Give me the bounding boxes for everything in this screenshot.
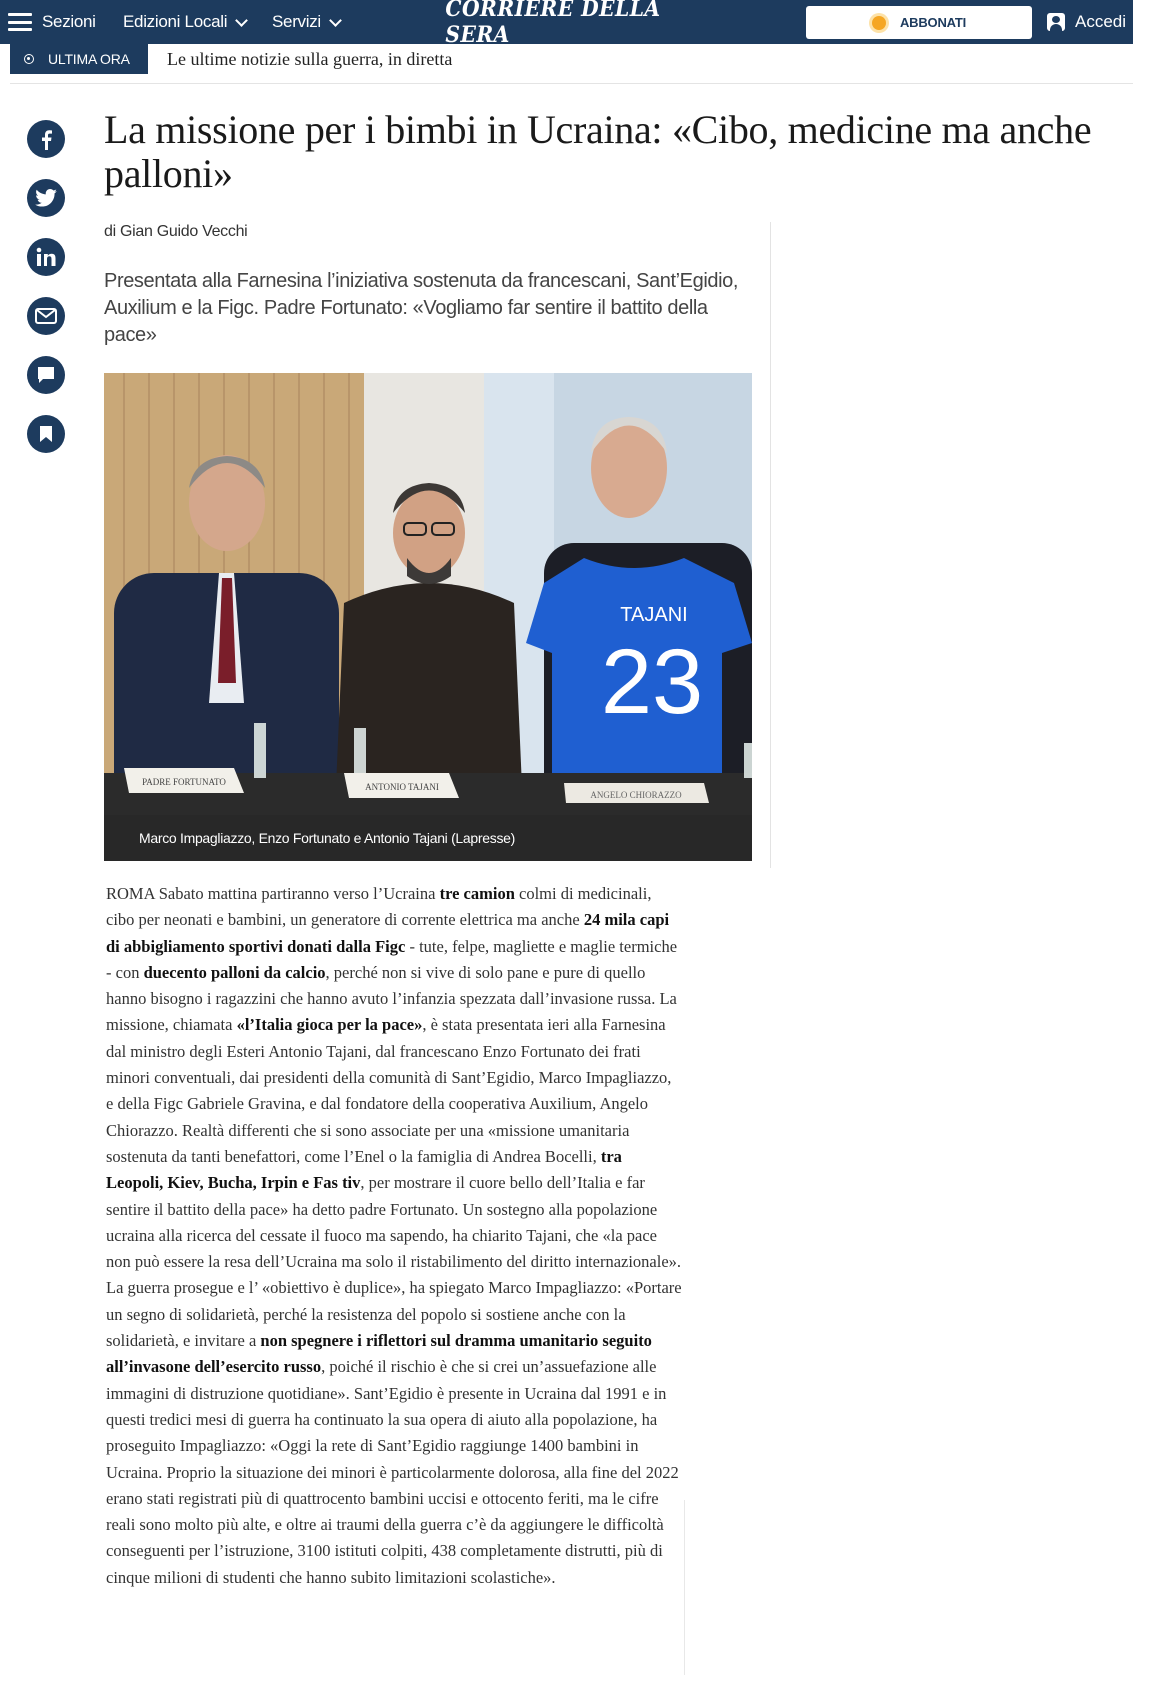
- sezioni-label: Sezioni: [42, 12, 96, 31]
- body-text-run: , è stata presentata ieri alla Farnesina dal ministro degli Esteri Antonio Tajani, dal francescano Enzo Fortunato dei frati minori conventuali, dai presidenti della comunità di Sant’Egidio, Marco Impagliazzo, e della Figc Gabriele Gravina, e dal fondatore della cooperativa Auxilium, Angelo Chiorazzo. Realtà differenti che si sono associate per una «missione umanitaria sostenuta da tanti benefattori, come l’Enel o la famiglia di Andrea Bocelli,: [106, 1015, 672, 1166]
- body-text-run: ROMA Sabato mattina partiranno verso l’Ucraina: [106, 884, 440, 903]
- nameplate-antonio-tajani: ANTONIO TAJANI: [365, 782, 439, 792]
- user-icon: [1047, 13, 1065, 31]
- abbonati-button[interactable]: [806, 6, 1032, 39]
- body-bold-run: tre camion: [439, 884, 515, 903]
- body-bold-run: 24 mila capi di abbigliamento sportivi donati dalla Figc: [106, 910, 670, 956]
- twitter-share-button[interactable]: [27, 179, 65, 217]
- article-title: La missione per i bimbi in Ucraina: «Cibo, medicine ma anche palloni»: [104, 107, 1092, 196]
- article-photo[interactable]: [104, 373, 752, 861]
- bookmark-icon: [39, 425, 53, 443]
- photo-illustration: [104, 373, 752, 861]
- linkedin-share-button[interactable]: [27, 238, 65, 276]
- body-edge-line: [684, 1500, 685, 1675]
- chevron-down-icon: [329, 14, 342, 27]
- sun-icon: [872, 16, 886, 30]
- linkedin-icon: [36, 247, 56, 267]
- hamburger-icon: [8, 13, 32, 31]
- facebook-share-button[interactable]: [27, 120, 65, 158]
- photo-caption: Marco Impagliazzo, Enzo Fortunato e Antonio Tajani (Lapresse): [104, 815, 752, 861]
- accedi-label: Accedi: [1075, 12, 1127, 31]
- body-text-run: , per mostrare il cuore bello dell’Italia e far sentire il battito della pace» ha detto padre Fortunato. Un sostegno alla popolazione ucraina alla ricerca del cessate il fuoco ma sapendo, ha chiarito Tajani, che «la pace non può essere la resa dell’Ucraina ma solo il ristabilimento del diritto internazionale». La guerra prosegue e l’ «obiettivo è duplice», ha spiegato Marco Impagliazzo: «Portare un segno di solidarietà, perché la resistenza del popolo si sostiene anche con la solidarietà, e invitare a: [106, 1173, 682, 1351]
- abbonati-label: ABBONATI: [899, 15, 967, 30]
- nameplate-angelo-chiorazzo: ANGELO CHIORAZZO: [590, 790, 682, 800]
- ultima-ora-label: ULTIMA ORA: [48, 51, 130, 67]
- body-text-run: colmi di medicinali, cibo per neonati e bambini, un generatore di corrente elettrica ma anche: [106, 884, 652, 930]
- chevron-down-icon: [235, 14, 248, 27]
- servizi-label: Servizi: [272, 12, 321, 31]
- article-body: [106, 881, 682, 1591]
- jersey-name: TAJANI: [620, 604, 688, 626]
- top-nav-bar: [0, 0, 1133, 48]
- body-bold-run: tra Leopoli, Kiev, Bucha, Irpin e Fas tiv: [106, 1146, 622, 1193]
- body-text-run: - tute, felpe, magliette e maglie termiche - con: [106, 936, 678, 982]
- article-author[interactable]: di Gian Guido Vecchi: [104, 223, 248, 240]
- ultima-ora-badge[interactable]: [10, 44, 148, 74]
- edizioni-locali-dropdown[interactable]: [123, 0, 246, 44]
- bookmark-button[interactable]: [27, 415, 65, 453]
- body-text-run: , poiché il rischio è che si crei un’assuefazione alle immagini di distruzione quotidiane». Sant’Egidio è presente in Ucraina dal 1991 e in questi tredici mesi di guerra ha continuato la sua opera di aiuto alla popolazione, ha proseguito Impagliazzo: «Oggi la rete di Sant’Egidio raggiunge 1400 bambini in Ucraina. Proprio la situazione dei minori è particolarmente dolorosa, alla fine del 2022 erano stati registrati più di quattrocento bambini uccisi e ottocento feriti, ma le cifre reali sono molto più alte, e oltre ai traumi della guerra c’è da aggiungere le difficoltà conseguenti per l’istruzione, 3100 istituti colpiti, 438 completamente distrutti, più di cinque milioni di studenti che hanno subito limitazioni scolastiche».: [106, 1357, 679, 1587]
- column-divider: [770, 222, 771, 868]
- twitter-icon: [35, 189, 57, 207]
- facebook-icon: [36, 128, 56, 150]
- sezioni-menu-button[interactable]: [8, 0, 96, 44]
- mail-icon: [35, 308, 57, 324]
- comment-icon: [36, 365, 56, 385]
- comments-button[interactable]: [27, 356, 65, 394]
- header-divider: [10, 83, 1133, 84]
- edizioni-locali-label: Edizioni Locali: [123, 12, 228, 31]
- nameplate-padre-fortunato: PADRE FORTUNATO: [142, 777, 226, 787]
- email-share-button[interactable]: [27, 297, 65, 335]
- body-bold-run: duecento palloni da calcio: [143, 962, 326, 982]
- live-dot-icon: [24, 54, 34, 64]
- body-text-run: , perché non si vive di solo pane e pure di quello hanno bisogno i ragazzini che hanno avuto l’infanzia spezzata dall’invasione russa. La missione, chiamata: [106, 962, 677, 1035]
- accedi-button[interactable]: [1047, 0, 1126, 44]
- jersey-number: 23: [600, 631, 704, 733]
- body-bold-run: «l’Italia gioca per la pace»: [236, 1015, 423, 1035]
- corriere-logo[interactable]: CORRIERE DELLA SERA: [445, 0, 661, 48]
- body-bold-run: non spegnere i riflettori sul dramma umanitario seguito all’invasone dell’esercito russo: [106, 1331, 652, 1377]
- article-summary: Presentata alla Farnesina l’iniziativa sostenuta da francescani, Sant’Egidio, Auxilium e la Figc. Padre Fortunato: «Vogliamo far sentire il battito della pace»: [104, 270, 739, 346]
- breaking-news-link[interactable]: Le ultime notizie sulla guerra, in diretta: [167, 48, 453, 69]
- servizi-dropdown[interactable]: [272, 0, 340, 44]
